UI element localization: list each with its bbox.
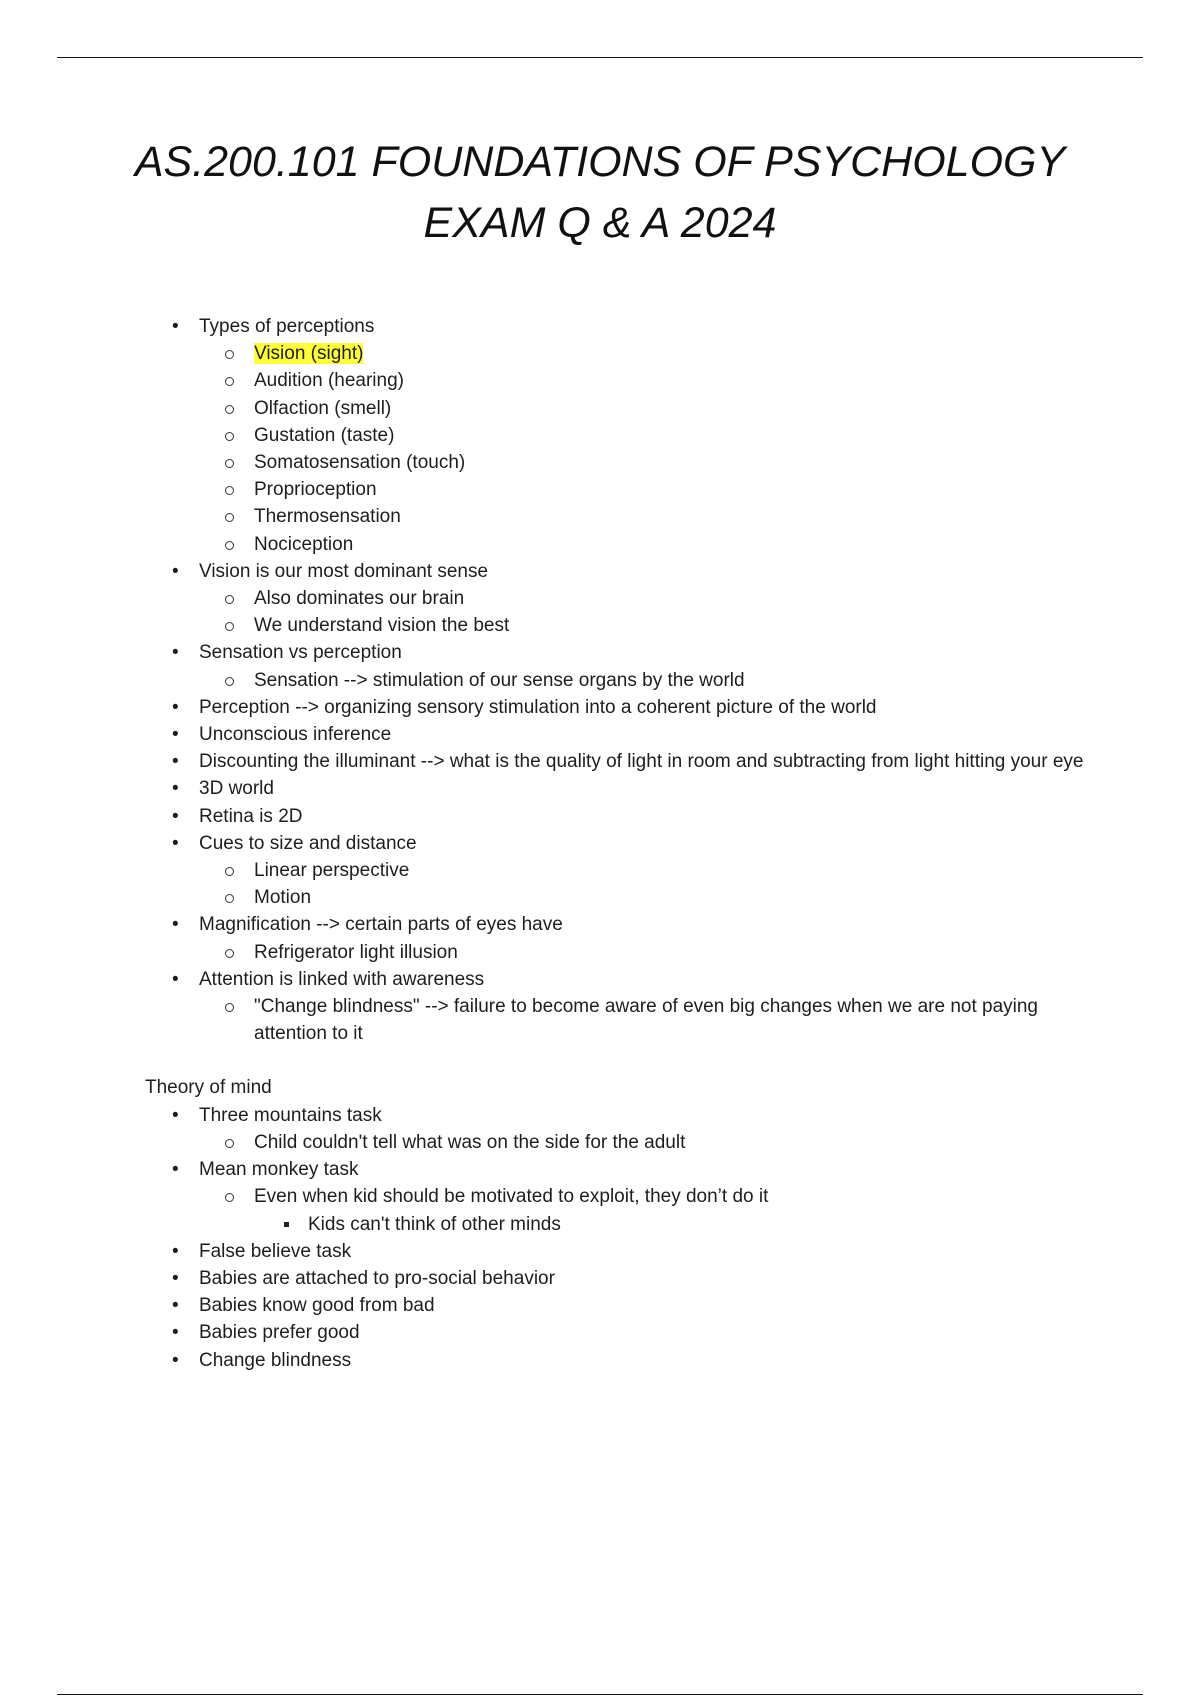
bullet-text: Magnification --> certain parts of eyes have: [199, 914, 563, 936]
sub-bullet-item: [199, 340, 1095, 367]
bullet-text: Unconscious inference: [199, 724, 392, 746]
title-line-1: AS.200.101 FOUNDATIONS OF PSYCHOLOGY: [134, 138, 1066, 186]
sub-bullet-item: [199, 449, 1095, 476]
sub-bullet-item: [199, 993, 1095, 1047]
sub-bullet-item: [199, 884, 1095, 911]
sub-bullet-item: [199, 585, 1095, 612]
sub-bullet-item: [199, 667, 1095, 694]
bullet-text: Olfaction (smell): [254, 397, 392, 419]
section-heading: Theory of mind: [145, 1077, 272, 1099]
sub-bullet-item: [199, 476, 1095, 503]
bullet-text: Thermosensation: [254, 506, 401, 528]
bullet-item: [145, 1265, 1095, 1292]
sub-bullet-item: [199, 503, 1095, 530]
bullet-text: Gustation (taste): [254, 424, 395, 446]
nested-list: [199, 993, 1095, 1047]
bullet-item: [145, 748, 1095, 775]
bullet-text: Also dominates our brain: [254, 588, 465, 610]
bullet-text: Refrigerator light illusion: [254, 941, 458, 963]
bullet-text: Nociception: [254, 533, 354, 555]
sub-bullet-item: [199, 857, 1095, 884]
bullet-text: Change blindness: [199, 1349, 352, 1371]
sub-bullet-item: [199, 939, 1095, 966]
nested-list: [254, 1211, 1095, 1238]
bullet-text: "Change blindness" --> failure to become aware of even big changes when we are not paying attention to it: [254, 996, 1039, 1045]
perception-list: [145, 313, 1095, 1047]
bullet-item: [145, 830, 1095, 912]
sub-bullet-item: [199, 367, 1095, 394]
bottom-rule: [57, 1694, 1143, 1695]
bullet-item: [145, 1238, 1095, 1265]
sub-bullet-item: [199, 395, 1095, 422]
bullet-text: Babies prefer good: [199, 1322, 360, 1344]
bullet-item: [145, 1347, 1095, 1374]
bullet-text: Child couldn't tell what was on the side for the adult: [254, 1131, 686, 1153]
document-title: [0, 132, 1200, 254]
bullet-text: Audition (hearing): [254, 370, 404, 392]
notes-body: [145, 313, 1095, 1374]
bullet-text: We understand vision the best: [254, 615, 510, 637]
bullet-item: [145, 1102, 1095, 1156]
bullet-item: [145, 721, 1095, 748]
bullet-text: Attention is linked with awareness: [199, 968, 485, 990]
bullet-text: Retina is 2D: [199, 805, 303, 827]
nested-list: [199, 939, 1095, 966]
bullet-text: Babies are attached to pro-social behavior: [199, 1267, 555, 1289]
bullet-item: [145, 1156, 1095, 1238]
bullet-text: 3D world: [199, 778, 274, 800]
bullet-item: [145, 558, 1095, 640]
nested-list: [199, 1129, 1095, 1156]
title-line-2: EXAM Q & A 2024: [423, 199, 777, 247]
bullet-item: [145, 1319, 1095, 1346]
bullet-item: [145, 313, 1095, 558]
nested-list: [199, 667, 1095, 694]
nested-list: [199, 1183, 1095, 1237]
highlighted-bullet-text: Vision (sight): [254, 343, 364, 365]
bullet-text: Motion: [254, 887, 312, 909]
bullet-item: [145, 694, 1095, 721]
bullet-item: [145, 1292, 1095, 1319]
bullet-text: Somatosensation (touch): [254, 452, 466, 474]
bullet-item: [145, 966, 1095, 1048]
sub-bullet-item: [199, 1129, 1095, 1156]
bullet-text: Sensation vs perception: [199, 642, 402, 664]
bullet-text: Discounting the illuminant --> what is the quality of light in room and subtracting from light hitting your eye: [199, 751, 1084, 773]
bullet-text: Perception --> organizing sensory stimulation into a coherent picture of the world: [199, 696, 877, 718]
theory-of-mind-list: [145, 1102, 1095, 1374]
bullet-text: Sensation --> stimulation of our sense organs by the world: [254, 669, 745, 691]
bullet-item: [145, 775, 1095, 802]
bullet-text: Proprioception: [254, 479, 377, 501]
nested-list: [199, 857, 1095, 911]
bullet-text: Kids can't think of other minds: [308, 1213, 561, 1235]
bullet-text: Babies know good from bad: [199, 1295, 435, 1317]
bullet-text: Even when kid should be motivated to exploit, they don’t do it: [254, 1186, 769, 1208]
bullet-text: Vision is our most dominant sense: [199, 560, 489, 582]
sub-bullet-item: [199, 612, 1095, 639]
bullet-text: Cues to size and distance: [199, 832, 417, 854]
nested-list: [199, 585, 1095, 639]
bullet-text: Linear perspective: [254, 860, 410, 882]
top-rule: [57, 57, 1143, 58]
sub-sub-bullet-item: [254, 1211, 1095, 1238]
nested-list: [199, 340, 1095, 558]
sub-bullet-item: [199, 422, 1095, 449]
bullet-item: [145, 639, 1095, 693]
bullet-text: Three mountains task: [199, 1104, 382, 1126]
bullet-text: False believe task: [199, 1240, 352, 1262]
bullet-text: Mean monkey task: [199, 1159, 359, 1181]
bullet-text: Types of perceptions: [199, 316, 375, 337]
bullet-item: [145, 803, 1095, 830]
sub-bullet-item: [199, 531, 1095, 558]
bullet-item: [145, 911, 1095, 965]
sub-bullet-item: [199, 1183, 1095, 1237]
